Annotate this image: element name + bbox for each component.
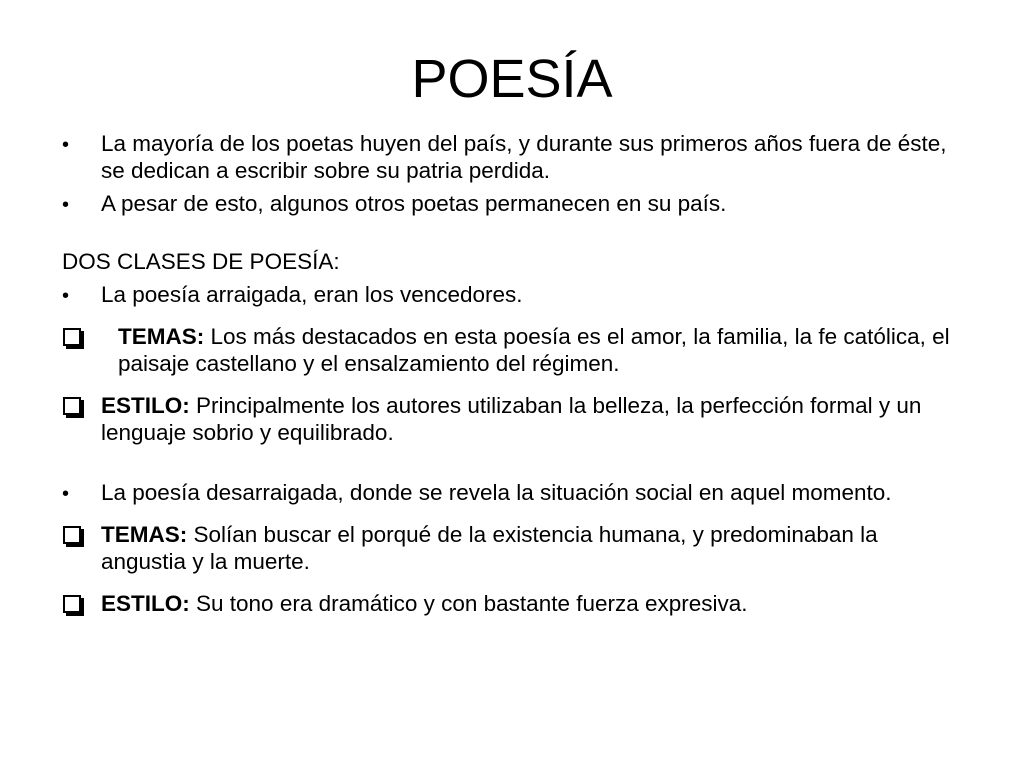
bullet-text: A pesar de esto, algunos otros poetas permanecen en su país. — [101, 191, 727, 216]
bullet-item — [62, 190, 962, 217]
estilo-text: Principalmente los autores utilizaban la belleza, la perfección formal y un lenguaje sobrio y equilibrado. — [101, 393, 922, 445]
bullet-item-rooted — [62, 281, 962, 308]
bullet-item-uprooted — [62, 479, 962, 506]
bullet-dot-icon: • — [62, 285, 70, 307]
checkbox-item-rooted-temas — [62, 323, 962, 377]
temas-label: TEMAS: — [118, 324, 205, 349]
bullet-text: La poesía desarraigada, donde se revela la situación social en aquel momento. — [101, 480, 892, 505]
checkbox-bullet-icon — [63, 328, 81, 346]
checkbox-item-rooted-estilo — [62, 392, 962, 446]
section-heading: DOS CLASES DE POESÍA: — [62, 249, 340, 274]
checkbox-bullet-icon — [63, 397, 81, 415]
checkbox-item-uprooted-temas — [62, 521, 962, 575]
slide-title: POESÍA — [411, 49, 613, 109]
estilo-text: Su tono era dramático y con bastante fuerza expresiva. — [189, 591, 748, 616]
slide-body — [62, 130, 962, 617]
bullet-dot-icon: • — [62, 194, 70, 216]
bullet-item — [62, 130, 962, 184]
checkbox-item-uprooted-estilo — [62, 590, 962, 617]
temas-text: Solían buscar el porqué de la existencia humana, y predominaban la angustia y la muerte. — [101, 522, 878, 574]
temas-text: Los más destacados en esta poesía es el amor, la familia, la fe católica, el paisaje castellano y el ensalzamiento del régimen. — [118, 324, 950, 376]
bullet-dot-icon: • — [62, 483, 70, 505]
temas-label: TEMAS: — [101, 522, 188, 547]
checkbox-bullet-icon — [63, 526, 81, 544]
bullet-text: La mayoría de los poetas huyen del país, y durante sus primeros años fuera de éste, se dedican a escribir sobre su patria perdida. — [101, 131, 947, 183]
bullet-text: La poesía arraigada, eran los vencedores. — [101, 282, 523, 307]
bullet-dot-icon: • — [62, 134, 70, 156]
checkbox-bullet-icon — [63, 595, 81, 613]
estilo-label: ESTILO: — [101, 591, 190, 616]
estilo-label: ESTILO: — [101, 393, 190, 418]
